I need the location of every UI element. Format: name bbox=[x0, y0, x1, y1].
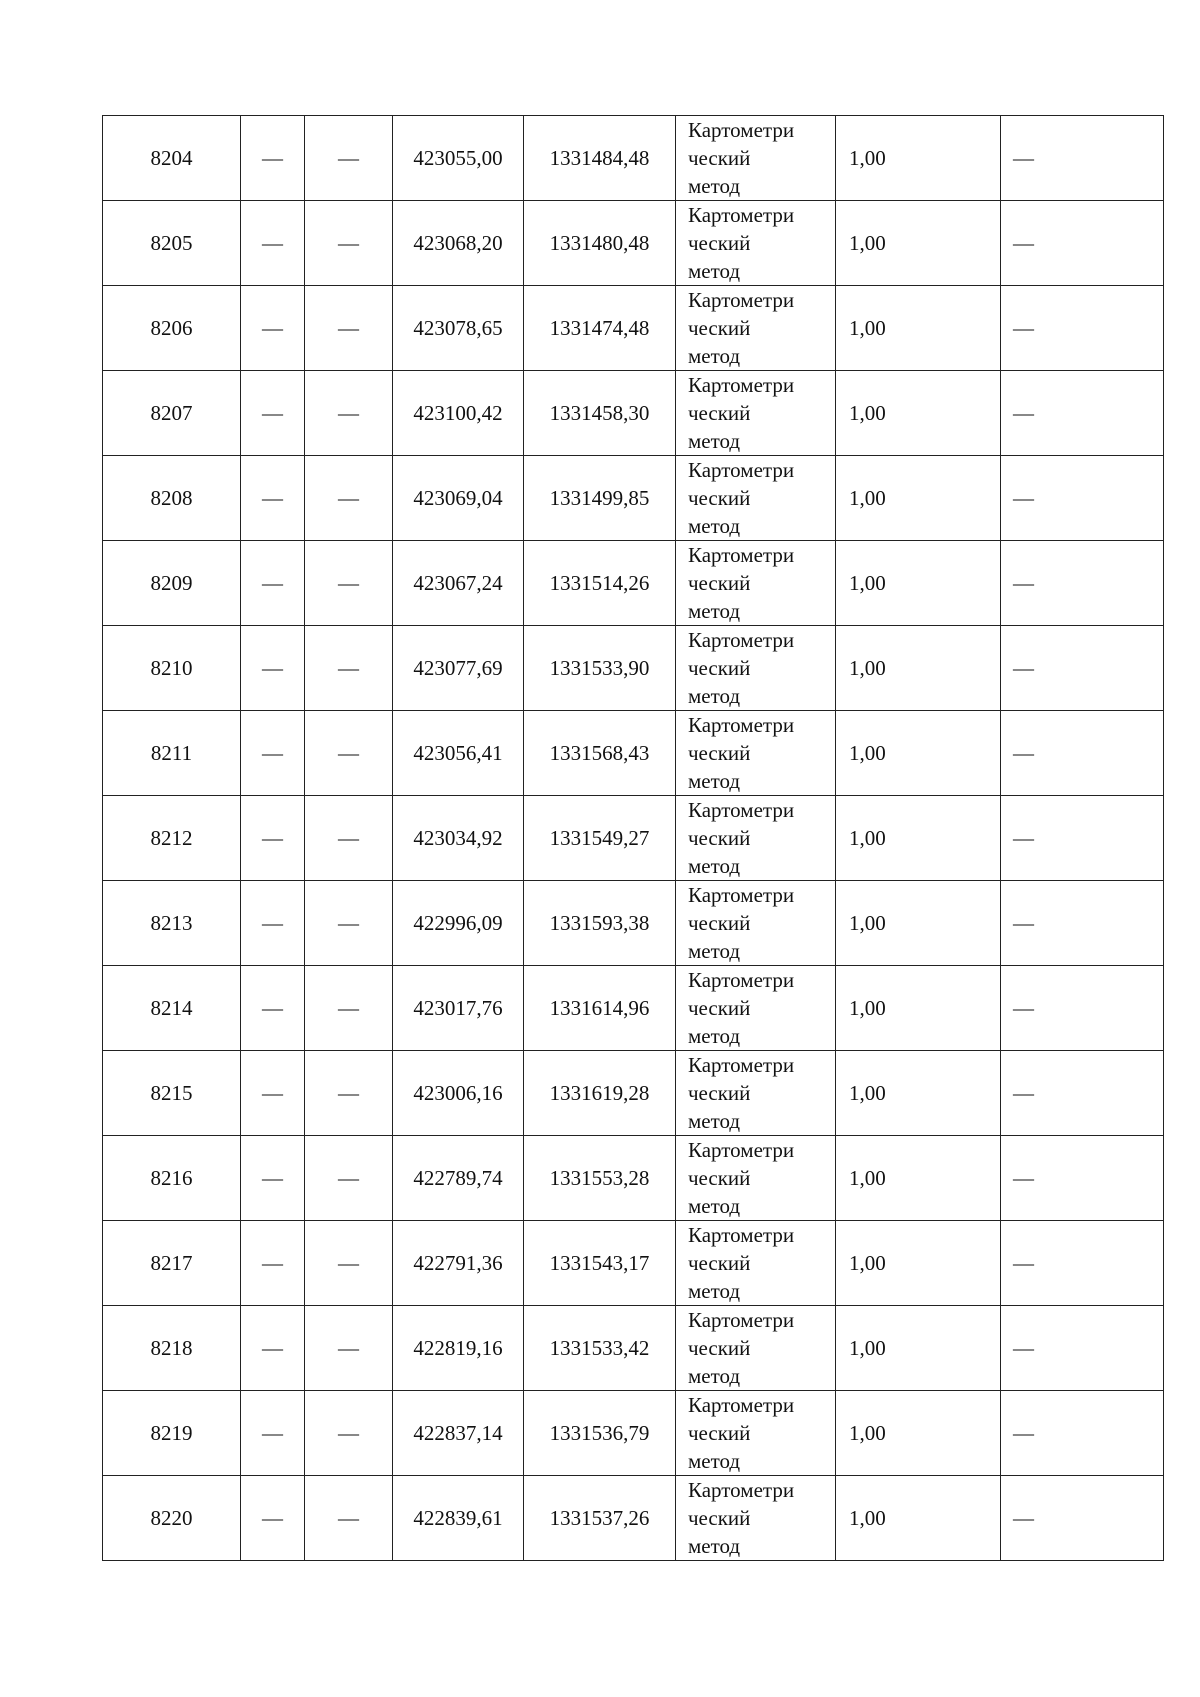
y-coordinate-text: 1331499,85 bbox=[549, 486, 650, 510]
accuracy-text: 1,00 bbox=[849, 911, 886, 935]
old-x-text: — bbox=[262, 571, 283, 595]
x-coordinate-cell bbox=[393, 796, 524, 881]
point-number-cell bbox=[103, 201, 241, 286]
point-description-cell bbox=[1001, 626, 1164, 711]
old-y-text: — bbox=[338, 1081, 359, 1105]
accuracy-text: 1,00 bbox=[849, 1506, 886, 1530]
old-x-cell bbox=[241, 881, 305, 966]
y-coordinate-cell bbox=[524, 286, 676, 371]
old-y-text: — bbox=[338, 571, 359, 595]
x-coordinate-cell bbox=[393, 541, 524, 626]
point-number-text: 8218 bbox=[150, 1336, 193, 1360]
method-text: Картометри ческий метод bbox=[688, 118, 795, 198]
point-number-cell bbox=[103, 1136, 241, 1221]
x-coordinate-cell bbox=[393, 1136, 524, 1221]
x-coordinate-text: 423068,20 bbox=[413, 231, 503, 255]
x-coordinate-cell bbox=[393, 201, 524, 286]
point-description-text: — bbox=[1013, 401, 1034, 425]
old-y-text: — bbox=[338, 401, 359, 425]
accuracy-text: 1,00 bbox=[849, 1251, 886, 1275]
accuracy-text: 1,00 bbox=[849, 1166, 886, 1190]
point-number-text: 8209 bbox=[150, 571, 193, 595]
point-description-text: — bbox=[1013, 826, 1034, 850]
coordinates-table bbox=[102, 115, 1164, 1561]
point-description-cell bbox=[1001, 286, 1164, 371]
accuracy-text: 1,00 bbox=[849, 1421, 886, 1445]
point-description-cell bbox=[1001, 456, 1164, 541]
old-y-text: — bbox=[338, 1421, 359, 1445]
accuracy-text: 1,00 bbox=[849, 486, 886, 510]
x-coordinate-cell bbox=[393, 1306, 524, 1391]
point-number-cell bbox=[103, 541, 241, 626]
old-x-cell bbox=[241, 371, 305, 456]
point-description-text: — bbox=[1013, 316, 1034, 340]
method-text: Картометри ческий метод bbox=[688, 1053, 795, 1133]
x-coordinate-cell bbox=[393, 116, 524, 201]
accuracy-cell bbox=[836, 626, 1001, 711]
point-number-text: 8216 bbox=[150, 1166, 193, 1190]
accuracy-cell bbox=[836, 1221, 1001, 1306]
old-y-text: — bbox=[338, 1506, 359, 1530]
point-number-text: 8219 bbox=[150, 1421, 193, 1445]
x-coordinate-text: 422789,74 bbox=[413, 1166, 503, 1190]
old-x-cell bbox=[241, 796, 305, 881]
old-x-text: — bbox=[262, 146, 283, 170]
method-cell bbox=[676, 541, 836, 626]
point-description-text: — bbox=[1013, 1251, 1034, 1275]
y-coordinate-text: 1331537,26 bbox=[549, 1506, 650, 1530]
point-description-cell bbox=[1001, 541, 1164, 626]
old-x-cell bbox=[241, 116, 305, 201]
y-coordinate-text: 1331533,42 bbox=[549, 1336, 650, 1360]
old-y-cell bbox=[305, 966, 393, 1051]
point-number-cell bbox=[103, 1221, 241, 1306]
old-x-text: — bbox=[262, 741, 283, 765]
old-y-cell bbox=[305, 1391, 393, 1476]
table-row bbox=[103, 1221, 1164, 1306]
method-text: Картометри ческий метод bbox=[688, 203, 795, 283]
point-number-cell bbox=[103, 286, 241, 371]
point-number-cell bbox=[103, 1476, 241, 1561]
old-x-text: — bbox=[262, 996, 283, 1020]
old-x-cell bbox=[241, 541, 305, 626]
y-coordinate-text: 1331549,27 bbox=[549, 826, 650, 850]
old-y-cell bbox=[305, 201, 393, 286]
point-description-cell bbox=[1001, 881, 1164, 966]
point-number-text: 8215 bbox=[150, 1081, 193, 1105]
y-coordinate-cell bbox=[524, 1051, 676, 1136]
point-number-cell bbox=[103, 711, 241, 796]
accuracy-text: 1,00 bbox=[849, 316, 886, 340]
table-row bbox=[103, 796, 1164, 881]
accuracy-cell bbox=[836, 1136, 1001, 1221]
y-coordinate-text: 1331474,48 bbox=[549, 316, 650, 340]
x-coordinate-text: 423056,41 bbox=[413, 741, 503, 765]
accuracy-cell bbox=[836, 541, 1001, 626]
point-number-text: 8217 bbox=[150, 1251, 193, 1275]
old-x-text: — bbox=[262, 231, 283, 255]
y-coordinate-cell bbox=[524, 966, 676, 1051]
accuracy-text: 1,00 bbox=[849, 996, 886, 1020]
method-text: Картометри ческий метод bbox=[688, 968, 795, 1048]
method-cell bbox=[676, 796, 836, 881]
old-x-cell bbox=[241, 966, 305, 1051]
point-description-text: — bbox=[1013, 146, 1034, 170]
table-row bbox=[103, 881, 1164, 966]
accuracy-cell bbox=[836, 1476, 1001, 1561]
accuracy-text: 1,00 bbox=[849, 401, 886, 425]
table-row bbox=[103, 286, 1164, 371]
point-description-cell bbox=[1001, 796, 1164, 881]
method-text: Картометри ческий метод bbox=[688, 543, 795, 623]
old-y-cell bbox=[305, 286, 393, 371]
point-description-text: — bbox=[1013, 1081, 1034, 1105]
point-description-cell bbox=[1001, 711, 1164, 796]
y-coordinate-text: 1331484,48 bbox=[549, 146, 650, 170]
old-y-text: — bbox=[338, 911, 359, 935]
old-y-text: — bbox=[338, 1166, 359, 1190]
method-cell bbox=[676, 456, 836, 541]
accuracy-cell bbox=[836, 796, 1001, 881]
old-y-text: — bbox=[338, 996, 359, 1020]
accuracy-text: 1,00 bbox=[849, 741, 886, 765]
y-coordinate-cell bbox=[524, 371, 676, 456]
method-text: Картометри ческий метод bbox=[688, 373, 795, 453]
point-number-cell bbox=[103, 881, 241, 966]
method-cell bbox=[676, 371, 836, 456]
x-coordinate-cell bbox=[393, 1391, 524, 1476]
y-coordinate-cell bbox=[524, 456, 676, 541]
x-coordinate-text: 423006,16 bbox=[413, 1081, 503, 1105]
old-x-cell bbox=[241, 1391, 305, 1476]
point-description-text: — bbox=[1013, 1336, 1034, 1360]
point-number-text: 8208 bbox=[150, 486, 193, 510]
point-description-text: — bbox=[1013, 1506, 1034, 1530]
method-cell bbox=[676, 1051, 836, 1136]
point-number-text: 8220 bbox=[150, 1506, 193, 1530]
point-description-text: — bbox=[1013, 656, 1034, 680]
old-y-cell bbox=[305, 1306, 393, 1391]
old-x-cell bbox=[241, 1051, 305, 1136]
x-coordinate-text: 422791,36 bbox=[413, 1251, 503, 1275]
y-coordinate-text: 1331593,38 bbox=[549, 911, 650, 935]
accuracy-cell bbox=[836, 1051, 1001, 1136]
old-x-text: — bbox=[262, 1421, 283, 1445]
old-y-text: — bbox=[338, 146, 359, 170]
point-number-text: 8212 bbox=[150, 826, 193, 850]
old-y-text: — bbox=[338, 486, 359, 510]
y-coordinate-text: 1331480,48 bbox=[549, 231, 650, 255]
old-y-cell bbox=[305, 371, 393, 456]
old-y-cell bbox=[305, 116, 393, 201]
table-row bbox=[103, 116, 1164, 201]
old-x-text: — bbox=[262, 911, 283, 935]
old-y-text: — bbox=[338, 656, 359, 680]
table-row bbox=[103, 371, 1164, 456]
y-coordinate-text: 1331619,28 bbox=[549, 1081, 650, 1105]
method-text: Картометри ческий метод bbox=[688, 1478, 795, 1558]
old-x-text: — bbox=[262, 316, 283, 340]
y-coordinate-cell bbox=[524, 796, 676, 881]
y-coordinate-text: 1331514,26 bbox=[549, 571, 650, 595]
accuracy-cell bbox=[836, 371, 1001, 456]
method-cell bbox=[676, 1221, 836, 1306]
old-x-cell bbox=[241, 456, 305, 541]
old-x-text: — bbox=[262, 1336, 283, 1360]
old-x-text: — bbox=[262, 486, 283, 510]
old-y-cell bbox=[305, 796, 393, 881]
point-description-text: — bbox=[1013, 1166, 1034, 1190]
y-coordinate-text: 1331543,17 bbox=[549, 1251, 650, 1275]
method-text: Картометри ческий метод bbox=[688, 798, 795, 878]
old-x-cell bbox=[241, 1221, 305, 1306]
old-x-text: — bbox=[262, 656, 283, 680]
x-coordinate-text: 422837,14 bbox=[413, 1421, 503, 1445]
y-coordinate-text: 1331553,28 bbox=[549, 1166, 650, 1190]
method-cell bbox=[676, 1306, 836, 1391]
old-x-cell bbox=[241, 201, 305, 286]
x-coordinate-cell bbox=[393, 286, 524, 371]
old-y-text: — bbox=[338, 741, 359, 765]
point-number-text: 8213 bbox=[150, 911, 193, 935]
method-text: Картометри ческий метод bbox=[688, 628, 795, 708]
y-coordinate-cell bbox=[524, 116, 676, 201]
method-text: Картометри ческий метод bbox=[688, 1393, 795, 1473]
x-coordinate-text: 423078,65 bbox=[413, 316, 503, 340]
old-x-cell bbox=[241, 1306, 305, 1391]
point-number-text: 8205 bbox=[150, 231, 193, 255]
point-description-cell bbox=[1001, 1391, 1164, 1476]
point-number-text: 8206 bbox=[150, 316, 193, 340]
x-coordinate-cell bbox=[393, 1221, 524, 1306]
accuracy-cell bbox=[836, 711, 1001, 796]
x-coordinate-cell bbox=[393, 966, 524, 1051]
point-number-text: 8207 bbox=[150, 401, 193, 425]
point-description-cell bbox=[1001, 1051, 1164, 1136]
method-text: Картометри ческий метод bbox=[688, 1308, 795, 1388]
x-coordinate-text: 423067,24 bbox=[413, 571, 503, 595]
table-body bbox=[103, 116, 1164, 1561]
y-coordinate-text: 1331614,96 bbox=[549, 996, 650, 1020]
y-coordinate-cell bbox=[524, 201, 676, 286]
method-cell bbox=[676, 1136, 836, 1221]
y-coordinate-cell bbox=[524, 541, 676, 626]
x-coordinate-cell bbox=[393, 456, 524, 541]
point-description-cell bbox=[1001, 1136, 1164, 1221]
old-y-cell bbox=[305, 1136, 393, 1221]
y-coordinate-cell bbox=[524, 1476, 676, 1561]
old-y-cell bbox=[305, 711, 393, 796]
old-x-text: — bbox=[262, 1506, 283, 1530]
old-x-cell bbox=[241, 1476, 305, 1561]
table-row bbox=[103, 966, 1164, 1051]
x-coordinate-text: 422839,61 bbox=[413, 1506, 503, 1530]
old-x-cell bbox=[241, 1136, 305, 1221]
accuracy-text: 1,00 bbox=[849, 571, 886, 595]
point-description-text: — bbox=[1013, 231, 1034, 255]
method-text: Картометри ческий метод bbox=[688, 458, 795, 538]
method-text: Картометри ческий метод bbox=[688, 1138, 795, 1218]
table-row bbox=[103, 201, 1164, 286]
accuracy-cell bbox=[836, 1391, 1001, 1476]
old-y-cell bbox=[305, 626, 393, 711]
point-description-text: — bbox=[1013, 1421, 1034, 1445]
old-y-text: — bbox=[338, 231, 359, 255]
point-number-text: 8210 bbox=[150, 656, 193, 680]
point-number-cell bbox=[103, 796, 241, 881]
accuracy-cell bbox=[836, 456, 1001, 541]
method-cell bbox=[676, 1476, 836, 1561]
table-row bbox=[103, 711, 1164, 796]
table-row bbox=[103, 626, 1164, 711]
old-y-text: — bbox=[338, 1336, 359, 1360]
point-number-cell bbox=[103, 456, 241, 541]
method-cell bbox=[676, 711, 836, 796]
accuracy-cell bbox=[836, 966, 1001, 1051]
accuracy-cell bbox=[836, 1306, 1001, 1391]
x-coordinate-cell bbox=[393, 711, 524, 796]
method-text: Картометри ческий метод bbox=[688, 883, 795, 963]
method-cell bbox=[676, 881, 836, 966]
x-coordinate-cell bbox=[393, 371, 524, 456]
method-cell bbox=[676, 1391, 836, 1476]
x-coordinate-text: 422996,09 bbox=[413, 911, 503, 935]
y-coordinate-text: 1331458,30 bbox=[549, 401, 650, 425]
point-description-cell bbox=[1001, 1306, 1164, 1391]
old-x-cell bbox=[241, 711, 305, 796]
old-x-cell bbox=[241, 626, 305, 711]
accuracy-text: 1,00 bbox=[849, 1081, 886, 1105]
y-coordinate-cell bbox=[524, 881, 676, 966]
old-x-text: — bbox=[262, 826, 283, 850]
y-coordinate-cell bbox=[524, 1306, 676, 1391]
method-cell bbox=[676, 116, 836, 201]
method-text: Картометри ческий метод bbox=[688, 713, 795, 793]
table-row bbox=[103, 1391, 1164, 1476]
table-row bbox=[103, 541, 1164, 626]
method-cell bbox=[676, 201, 836, 286]
y-coordinate-cell bbox=[524, 711, 676, 796]
y-coordinate-cell bbox=[524, 1221, 676, 1306]
x-coordinate-text: 423069,04 bbox=[413, 486, 503, 510]
accuracy-cell bbox=[836, 286, 1001, 371]
point-number-cell bbox=[103, 1306, 241, 1391]
table-row bbox=[103, 1136, 1164, 1221]
point-number-cell bbox=[103, 626, 241, 711]
accuracy-text: 1,00 bbox=[849, 1336, 886, 1360]
accuracy-text: 1,00 bbox=[849, 231, 886, 255]
point-description-text: — bbox=[1013, 911, 1034, 935]
point-description-cell bbox=[1001, 116, 1164, 201]
point-number-text: 8214 bbox=[150, 996, 193, 1020]
y-coordinate-text: 1331536,79 bbox=[549, 1421, 650, 1445]
old-y-text: — bbox=[338, 826, 359, 850]
accuracy-text: 1,00 bbox=[849, 826, 886, 850]
accuracy-cell bbox=[836, 116, 1001, 201]
point-number-cell bbox=[103, 1051, 241, 1136]
point-number-text: 8211 bbox=[150, 741, 193, 765]
point-description-text: — bbox=[1013, 996, 1034, 1020]
old-y-cell bbox=[305, 1051, 393, 1136]
point-description-cell bbox=[1001, 966, 1164, 1051]
x-coordinate-text: 423034,92 bbox=[413, 826, 503, 850]
old-y-cell bbox=[305, 1476, 393, 1561]
accuracy-cell bbox=[836, 881, 1001, 966]
point-description-cell bbox=[1001, 1476, 1164, 1561]
y-coordinate-text: 1331568,43 bbox=[549, 741, 650, 765]
y-coordinate-cell bbox=[524, 626, 676, 711]
point-number-cell bbox=[103, 116, 241, 201]
table-row bbox=[103, 1051, 1164, 1136]
accuracy-cell bbox=[836, 201, 1001, 286]
method-cell bbox=[676, 626, 836, 711]
method-cell bbox=[676, 286, 836, 371]
point-number-cell bbox=[103, 966, 241, 1051]
old-x-text: — bbox=[262, 401, 283, 425]
old-y-text: — bbox=[338, 1251, 359, 1275]
old-y-cell bbox=[305, 881, 393, 966]
x-coordinate-cell bbox=[393, 1476, 524, 1561]
method-text: Картометри ческий метод bbox=[688, 1223, 795, 1303]
old-y-cell bbox=[305, 456, 393, 541]
point-description-text: — bbox=[1013, 486, 1034, 510]
method-cell bbox=[676, 966, 836, 1051]
point-number-text: 8204 bbox=[150, 146, 193, 170]
old-x-text: — bbox=[262, 1081, 283, 1105]
old-y-cell bbox=[305, 1221, 393, 1306]
x-coordinate-text: 423017,76 bbox=[413, 996, 503, 1020]
x-coordinate-cell bbox=[393, 881, 524, 966]
point-number-cell bbox=[103, 371, 241, 456]
point-description-text: — bbox=[1013, 571, 1034, 595]
old-y-cell bbox=[305, 541, 393, 626]
point-description-text: — bbox=[1013, 741, 1034, 765]
point-description-cell bbox=[1001, 201, 1164, 286]
point-description-cell bbox=[1001, 1221, 1164, 1306]
point-description-cell bbox=[1001, 371, 1164, 456]
accuracy-text: 1,00 bbox=[849, 656, 886, 680]
x-coordinate-text: 423100,42 bbox=[413, 401, 503, 425]
table-row bbox=[103, 1476, 1164, 1561]
table-row bbox=[103, 1306, 1164, 1391]
x-coordinate-cell bbox=[393, 626, 524, 711]
x-coordinate-text: 423077,69 bbox=[413, 656, 503, 680]
old-y-text: — bbox=[338, 316, 359, 340]
method-text: Картометри ческий метод bbox=[688, 288, 795, 368]
old-x-cell bbox=[241, 286, 305, 371]
y-coordinate-cell bbox=[524, 1136, 676, 1221]
x-coordinate-cell bbox=[393, 1051, 524, 1136]
point-number-cell bbox=[103, 1391, 241, 1476]
old-x-text: — bbox=[262, 1251, 283, 1275]
x-coordinate-text: 422819,16 bbox=[413, 1336, 503, 1360]
old-x-text: — bbox=[262, 1166, 283, 1190]
accuracy-text: 1,00 bbox=[849, 146, 886, 170]
y-coordinate-cell bbox=[524, 1391, 676, 1476]
x-coordinate-text: 423055,00 bbox=[413, 146, 503, 170]
table-row bbox=[103, 456, 1164, 541]
y-coordinate-text: 1331533,90 bbox=[549, 656, 650, 680]
